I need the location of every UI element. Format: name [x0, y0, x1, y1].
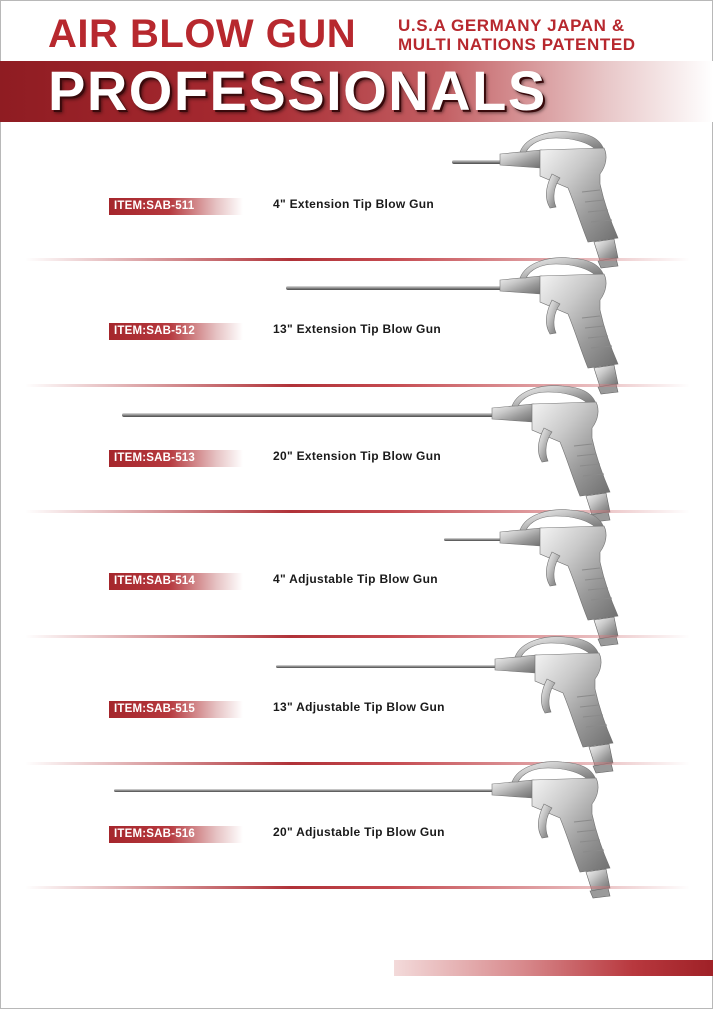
blow-gun-image-511	[0, 126, 713, 256]
page-title: AIR BLOW GUN	[48, 12, 357, 56]
item-code: ITEM:SAB-514	[109, 573, 243, 590]
blow-gun-image-514	[0, 502, 713, 632]
blow-gun-image-515	[0, 630, 713, 760]
patent-line-1: U.S.A GERMANY JAPAN &	[398, 16, 625, 35]
blow-gun-image-516	[0, 756, 713, 886]
blow-gun-image-512	[0, 252, 713, 382]
item-description: 4" Extension Tip Blow Gun	[273, 197, 434, 211]
blow-gun-image-513	[0, 380, 713, 510]
item-description: 13" Adjustable Tip Blow Gun	[273, 700, 445, 714]
item-code: ITEM:SAB-512	[109, 323, 243, 340]
item-description: 4" Adjustable Tip Blow Gun	[273, 572, 438, 586]
patent-notice	[398, 16, 636, 54]
patent-line-2: MULTI NATIONS PATENTED	[398, 35, 636, 54]
item-description: 20" Extension Tip Blow Gun	[273, 449, 441, 463]
item-code: ITEM:SAB-516	[109, 826, 243, 843]
item-code: ITEM:SAB-515	[109, 701, 243, 718]
item-code: ITEM:SAB-511	[109, 198, 243, 215]
item-description: 20" Adjustable Tip Blow Gun	[273, 825, 445, 839]
row-divider	[25, 886, 690, 889]
item-code: ITEM:SAB-513	[109, 450, 243, 467]
footer-bar	[394, 960, 713, 976]
banner-title: PROFESSIONALS	[48, 59, 547, 122]
item-description: 13" Extension Tip Blow Gun	[273, 322, 441, 336]
